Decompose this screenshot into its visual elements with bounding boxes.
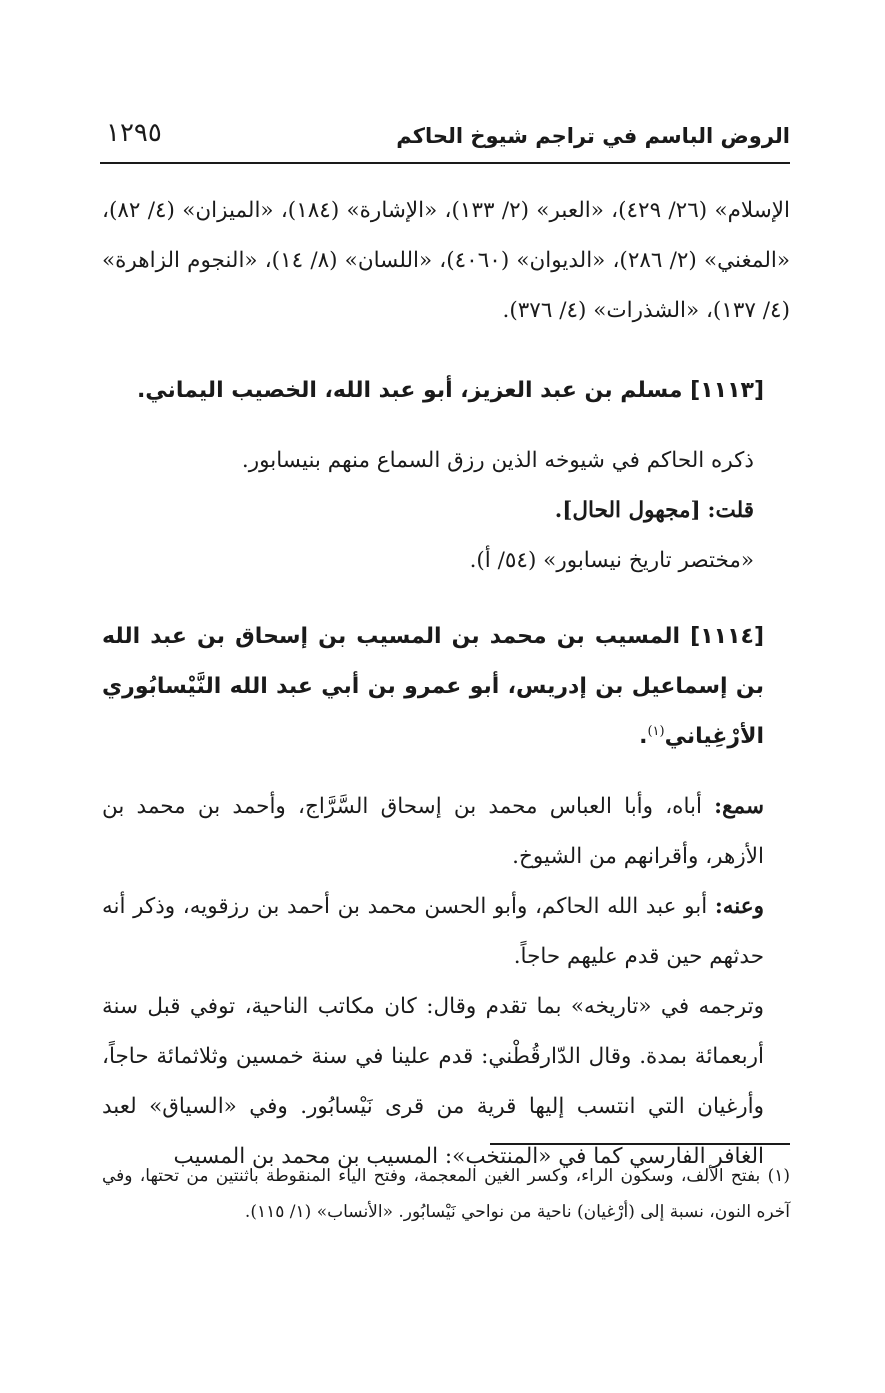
entry-1113-source: «مختصر تاريخ نيسابور» (٥٤/ أ).	[469, 548, 754, 573]
heard-label: سمع:	[714, 794, 764, 819]
footnote-separator	[490, 1143, 790, 1145]
heard-text: أباه، وأبا العباس محمد بن إسحاق السَّرَّاج، وأحمد بن محمد بن الأزهر، وأقرانهم من الشيوخ.	[102, 794, 764, 869]
page-number: ١٢٩٥	[106, 118, 162, 148]
entry-1114-heading: [١١١٤] المسيب بن محمد بن المسيب بن إسحاق بن عبد الله بن إسماعيل بن إدريس، أبو عمرو بن أبي عبد الله النَّيْسابُوري الأرْغِياني$^{(١)}$.	[102, 624, 764, 749]
entry-1113-verdict	[102, 486, 790, 536]
entry-1113-mention: ذكره الحاكم في شيوخه الذين رزق السماع منهم بنيسابور.	[241, 448, 754, 473]
verdict-label: قلت:	[707, 498, 754, 523]
running-header	[100, 118, 790, 164]
entry-1113-heading	[102, 366, 790, 416]
footnote-ref: (١)	[647, 723, 665, 739]
footnotes	[102, 1158, 790, 1230]
narrators-text: أبو عبد الله الحاكم، وأبو الحسن محمد بن أحمد بن رزقويه، وذكر أنه حدثهم حين قدم عليهم حاجاً.	[102, 894, 764, 969]
main-text	[102, 186, 790, 1182]
narrators-label: وعنه:	[714, 894, 764, 919]
entry-title: [١١١٤] المسيب بن محمد بن المسيب بن إسحاق بن عبد الله بن إسماعيل بن إدريس، أبو عمرو بن أبي عبد الله النَّيْسابُوري الأرْغِياني	[102, 624, 764, 749]
references-continued: الإسلام» (٢٦/ ٤٢٩)، «العبر» (٢/ ١٣٣)، «الإشارة» (١٨٤)، «الميزان» (٤/ ٨٢)، «المغني» (٢/ ٢٨٦)، «الديوان» (٤٠٦٠)، «اللسان» (٨/ ١٤)، «النجوم الزاهرة» (٤/ ١٣٧)، «الشذرات» (٤/ ٣٧٦).	[102, 198, 790, 323]
book-title: الروض الباسم في تراجم شيوخ الحاكم	[396, 124, 790, 148]
entry-title: [١١١٣] مسلم بن عبد العزيز، أبو عبد الله، الخصيب اليماني.	[136, 378, 764, 403]
entry-1114-biography: وترجمه في «تاريخه» بما تقدم وقال: كان مكاتب الناحية، توفي قبل سنة أربعمائة بمدة. وقال الدّارقُطْني: قدم علينا في سنة خمسين وثلاثمائة حاجاً، وأرغيان التي انتسب إليها قرية من قرى نَيْسابُور. وفي «السياق» لعبد الغافر الفارسي كما في «المنتخب»: المسيب بن محمد بن المسيب	[102, 994, 764, 1169]
entry-1114-heard	[102, 782, 790, 882]
entry-1114-narrators	[102, 882, 790, 982]
footnote-1: (١) بفتح الألف، وسكون الراء، وكسر الغين المعجمة، وفتح الياء المنقوطة باثنتين من تحتها، وفي آخره النون، نسبة إلى (أرْغيان) ناحية من نواحي نَيْسابُور. «الأنساب» (١/ ١١٥).	[102, 1166, 790, 1222]
verdict-text: [مجهول الحال].	[554, 498, 701, 523]
